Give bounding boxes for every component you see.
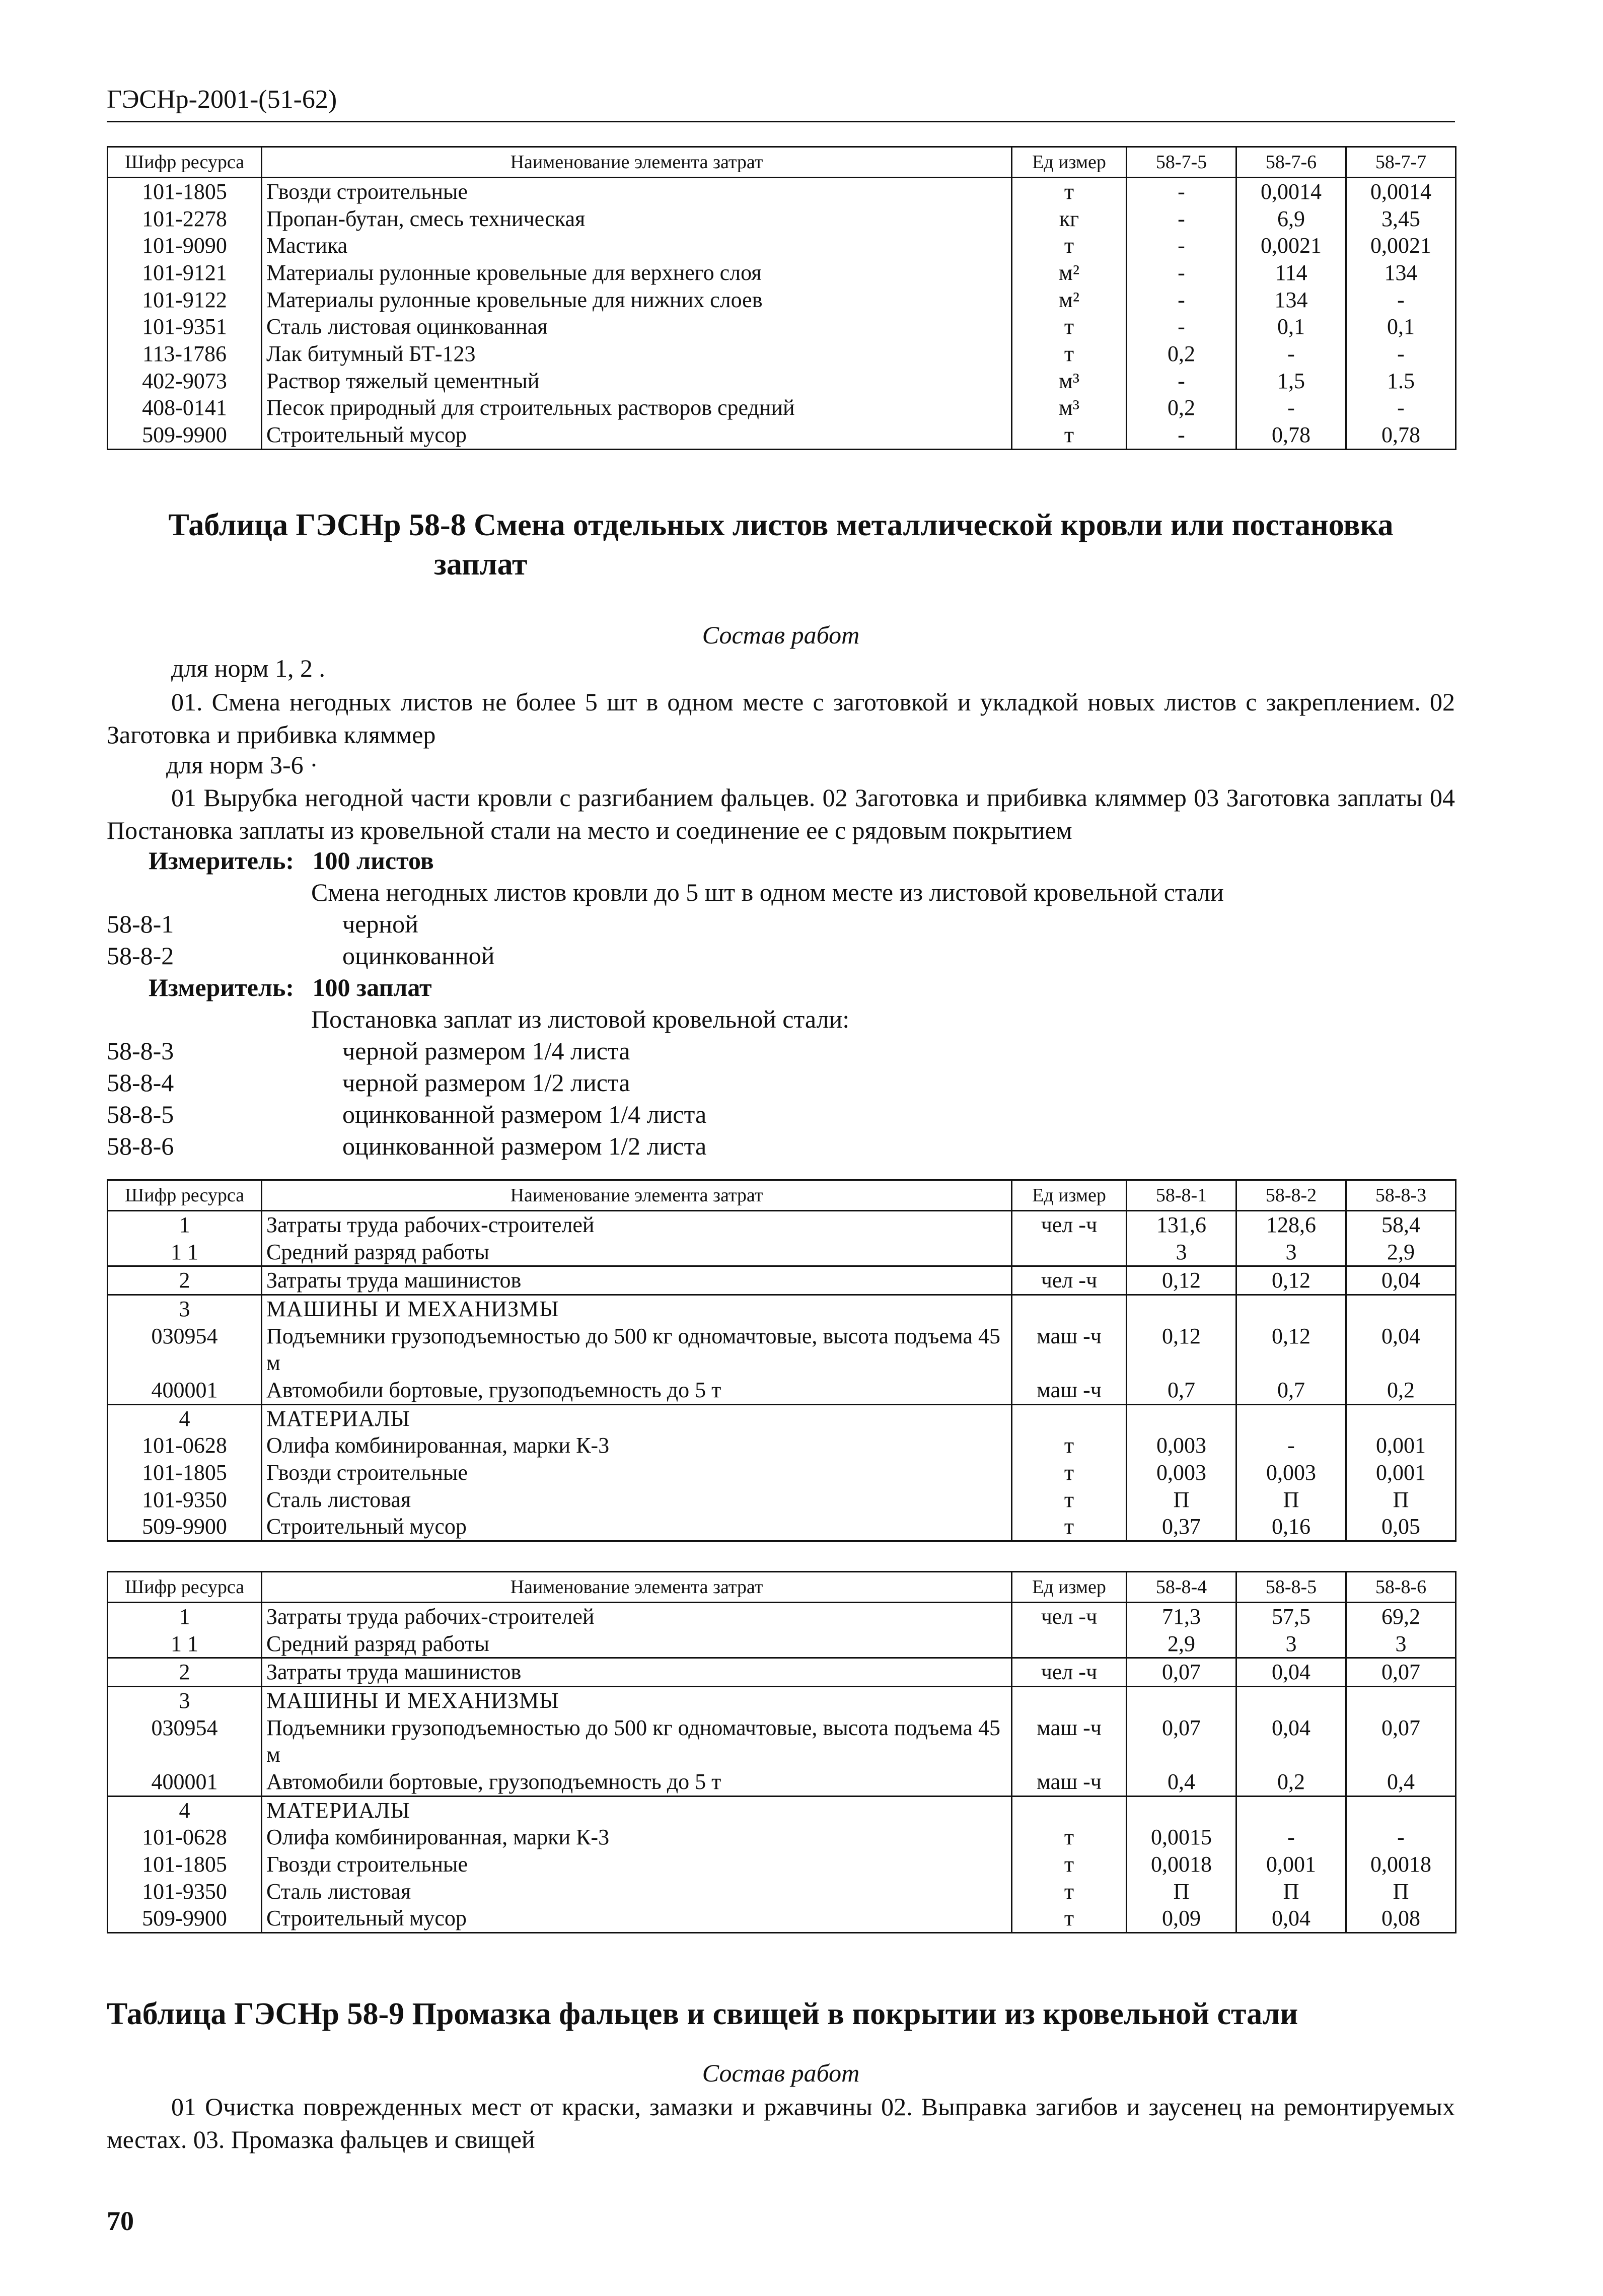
resource-code: 400001	[108, 1768, 262, 1796]
table-row	[108, 1603, 1456, 1630]
resource-name: Затраты труда рабочих-строителей	[262, 1603, 1012, 1630]
norm-value: 0,7	[1236, 1377, 1346, 1404]
norm-value: 0,0018	[1346, 1851, 1456, 1878]
resource-name: Строительный мусор	[262, 1513, 1012, 1541]
norm-value: 0,0021	[1236, 232, 1346, 259]
norm-value	[1127, 1295, 1236, 1323]
table-row	[108, 286, 1456, 314]
norm-value: 69,2	[1346, 1603, 1456, 1630]
resource-code: 101-2278	[108, 205, 262, 233]
norm-value: 1,5	[1236, 368, 1346, 395]
norm-value: 0,2	[1236, 1768, 1346, 1796]
resource-code: 408-0141	[108, 394, 262, 421]
table-58-8-title-line2: заплат	[434, 547, 528, 582]
resource-code: 1	[108, 1603, 262, 1630]
norm-value: 0,04	[1346, 1266, 1456, 1295]
resource-code: 030954	[108, 1323, 262, 1377]
norm-value	[1236, 1404, 1346, 1432]
norm-value	[1236, 1796, 1346, 1824]
table-row	[108, 1714, 1456, 1768]
col-norm-header: 58-8-5	[1236, 1572, 1346, 1603]
norm-value: П	[1346, 1486, 1456, 1514]
norm-text: черной размером 1/4 листа	[342, 1037, 630, 1065]
norm-value	[1127, 1796, 1236, 1824]
resource-name: Сталь листовая	[262, 1878, 1012, 1905]
norm-value: 0,0015	[1127, 1824, 1236, 1851]
norm-value: -	[1236, 394, 1346, 421]
resource-unit: т	[1012, 1486, 1127, 1514]
norm-value: 0,04	[1236, 1905, 1346, 1932]
resource-name: Затраты труда рабочих-строителей	[262, 1211, 1012, 1239]
work-composition-58-9: 01 Очистка поврежденных мест от краски, замазки и ржавчины 02. Выправка загибов и заусенец на ремонтируемых местах. 03. Промазка фальцев и свищей	[107, 2093, 1455, 2154]
resource-name: Подъемники грузоподъемностью до 500 кг одномачтовые, высота подъема 45 м	[262, 1323, 1012, 1377]
section-header: МАТЕРИАЛЫ	[262, 1796, 1012, 1824]
norm-value: 0,0014	[1346, 178, 1456, 205]
resource-name: Раствор тяжелый цементный	[262, 368, 1012, 395]
table-row	[108, 1768, 1456, 1796]
page-number: 70	[107, 2206, 134, 2236]
resource-code: 2	[108, 1266, 262, 1295]
col-norm-header: 58-7-6	[1236, 147, 1346, 178]
resource-unit: чел -ч	[1012, 1266, 1127, 1295]
norm-value: 134	[1346, 259, 1456, 286]
norm-value: 0,04	[1236, 1714, 1346, 1768]
resource-name: Затраты труда машинистов	[262, 1266, 1012, 1295]
resource-code: 101-1805	[108, 1459, 262, 1486]
resource-unit: маш -ч	[1012, 1768, 1127, 1796]
measure-label: Измеритель:	[149, 846, 295, 875]
col-unit-header: Ед измер	[1012, 1572, 1127, 1603]
table-row	[108, 1239, 1456, 1266]
table-header-row	[108, 1180, 1456, 1211]
resource-unit: м³	[1012, 394, 1127, 421]
resource-name: Подъемники грузоподъемностью до 500 кг одномачтовые, высота подъема 45 м	[262, 1714, 1012, 1768]
norm-value: 3,45	[1346, 205, 1456, 233]
measure-value: 100 листов	[312, 846, 434, 875]
resource-name: Песок природный для строительных растворов средний	[262, 394, 1012, 421]
resource-code: 2	[108, 1658, 262, 1687]
resource-code: 509-9900	[108, 1513, 262, 1541]
norm-value: 0,003	[1127, 1459, 1236, 1486]
norm-value	[1236, 1295, 1346, 1323]
resource-name: Автомобили бортовые, грузоподъемность до 5 т	[262, 1768, 1012, 1796]
norm-text: оцинкованной размером 1/4 листа	[342, 1100, 707, 1128]
norm-code: 58-8-6	[107, 1132, 174, 1160]
norm-value: 0,12	[1127, 1323, 1236, 1377]
norm-value: -	[1346, 286, 1456, 314]
table-row	[108, 205, 1456, 233]
table-row	[108, 1630, 1456, 1658]
table-row	[108, 232, 1456, 259]
resource-code: 101-1805	[108, 1851, 262, 1878]
resource-table-58-8-4-6	[107, 1571, 1456, 1933]
resource-unit: т	[1012, 1824, 1127, 1851]
resource-unit: кг	[1012, 205, 1127, 233]
table-header-row	[108, 1572, 1456, 1603]
table-row	[108, 1323, 1456, 1377]
table-row	[108, 1658, 1456, 1687]
resource-unit	[1012, 1687, 1127, 1714]
resource-unit: м²	[1012, 259, 1127, 286]
table-58-9-title: Таблица ГЭСНр 58-9 Промазка фальцев и свищей в покрытии из кровельной стали	[107, 1997, 1298, 2031]
norm-value: 0,09	[1127, 1905, 1236, 1932]
norm-value: 0,001	[1236, 1851, 1346, 1878]
norm-value	[1346, 1295, 1456, 1323]
norm-value: 3	[1236, 1630, 1346, 1658]
measure-value: 100 заплат	[312, 973, 432, 1001]
col-unit-header: Ед измер	[1012, 1180, 1127, 1211]
norm-value: 0,003	[1127, 1432, 1236, 1459]
resource-code: 3	[108, 1687, 262, 1714]
table-row	[108, 1486, 1456, 1514]
table-row	[108, 1905, 1456, 1932]
norm-value: 0,07	[1127, 1714, 1236, 1768]
header-rule	[107, 121, 1455, 122]
resource-code: 509-9900	[108, 421, 262, 449]
section-header: МАШИНЫ И МЕХАНИЗМЫ	[262, 1687, 1012, 1714]
norm-value: П	[1127, 1878, 1236, 1905]
norm-value: 0,07	[1127, 1658, 1236, 1687]
norm-value: 0,2	[1346, 1377, 1456, 1404]
resource-table-58-7	[107, 146, 1456, 450]
resource-name: Олифа комбинированная, марки К-3	[262, 1824, 1012, 1851]
norm-value: -	[1346, 340, 1456, 368]
norm-value: -	[1236, 340, 1346, 368]
resource-name: Затраты труда машинистов	[262, 1658, 1012, 1687]
table-row	[108, 1687, 1456, 1714]
resource-name: Материалы рулонные кровельные для нижних слоев	[262, 286, 1012, 314]
norm-value: -	[1127, 368, 1236, 395]
resource-code: 1	[108, 1211, 262, 1239]
col-norm-header: 58-8-3	[1346, 1180, 1456, 1211]
resource-unit: т	[1012, 1878, 1127, 1905]
norm-value: 114	[1236, 259, 1346, 286]
resource-code: 509-9900	[108, 1905, 262, 1932]
resource-unit: чел -ч	[1012, 1211, 1127, 1239]
resource-unit: т	[1012, 1459, 1127, 1486]
resource-code: 4	[108, 1404, 262, 1432]
table-row	[108, 1377, 1456, 1404]
resource-name: Строительный мусор	[262, 1905, 1012, 1932]
resource-table-58-8-1-3	[107, 1179, 1456, 1542]
resource-name: Олифа комбинированная, марки К-3	[262, 1432, 1012, 1459]
resource-name: Гвозди строительные	[262, 1851, 1012, 1878]
resource-name: Средний разряд работы	[262, 1239, 1012, 1266]
table-row	[108, 313, 1456, 340]
norm-value: 0,0021	[1346, 232, 1456, 259]
table-row	[108, 259, 1456, 286]
table-row	[108, 1878, 1456, 1905]
resource-code: 101-9121	[108, 259, 262, 286]
norm-value: П	[1127, 1486, 1236, 1514]
resource-code: 101-9350	[108, 1878, 262, 1905]
norm-value: 0,12	[1127, 1266, 1236, 1295]
table-58-8-title	[107, 506, 1455, 584]
norm-value: 0,37	[1127, 1513, 1236, 1541]
table-row	[108, 1432, 1456, 1459]
norm-value: -	[1346, 394, 1456, 421]
col-norm-header: 58-8-6	[1346, 1572, 1456, 1603]
norm-value: -	[1127, 178, 1236, 205]
norm-value: 3	[1236, 1239, 1346, 1266]
norm-value: 0,0018	[1127, 1851, 1236, 1878]
resource-code: 101-1805	[108, 178, 262, 205]
resource-code: 4	[108, 1796, 262, 1824]
resource-name: Мастика	[262, 232, 1012, 259]
page-header: ГЭСНр-2001-(51-62)	[107, 85, 337, 114]
resource-unit: т	[1012, 313, 1127, 340]
norm-code: 58-8-5	[107, 1100, 174, 1128]
norm-value: 0,12	[1236, 1323, 1346, 1377]
resource-code: 3	[108, 1295, 262, 1323]
col-norm-header: 58-8-2	[1236, 1180, 1346, 1211]
resource-name: Пропан-бутан, смесь техническая	[262, 205, 1012, 233]
resource-code: 101-9351	[108, 313, 262, 340]
norm-value: 134	[1236, 286, 1346, 314]
norm-value: -	[1127, 421, 1236, 449]
resource-name: Сталь листовая	[262, 1486, 1012, 1514]
norm-text: черной размером 1/2 листа	[342, 1068, 630, 1097]
norm-value: 3	[1346, 1630, 1456, 1658]
col-norm-header: 58-7-7	[1346, 147, 1456, 178]
norm-value: 2,9	[1127, 1630, 1236, 1658]
table-row	[108, 340, 1456, 368]
norm-value: -	[1346, 1824, 1456, 1851]
resource-unit	[1012, 1239, 1127, 1266]
resource-unit: т	[1012, 421, 1127, 449]
resource-name: Автомобили бортовые, грузоподъемность до 5 т	[262, 1377, 1012, 1404]
norm-value	[1236, 1687, 1346, 1714]
norm-value: 0,12	[1236, 1266, 1346, 1295]
section-header: МАТЕРИАЛЫ	[262, 1404, 1012, 1432]
col-norm-header: 58-7-5	[1127, 147, 1236, 178]
norm-value: 0,4	[1346, 1768, 1456, 1796]
table-row	[108, 1211, 1456, 1239]
norm-value: 0,7	[1127, 1377, 1236, 1404]
col-code-header: Шифр ресурса	[108, 1572, 262, 1603]
resource-unit: т	[1012, 232, 1127, 259]
norm-text: оцинкованной размером 1/2 листа	[342, 1132, 707, 1160]
norms-3-6-label: для норм 3-6 ·	[166, 751, 318, 779]
resource-unit: т	[1012, 1513, 1127, 1541]
norm-group-2-description: Постановка заплат из листовой кровельной стали:	[311, 1005, 850, 1033]
norm-value: -	[1236, 1824, 1346, 1851]
norm-value: -	[1127, 232, 1236, 259]
resource-unit: т	[1012, 1432, 1127, 1459]
table-row	[108, 1404, 1456, 1432]
resource-unit: маш -ч	[1012, 1714, 1127, 1768]
resource-unit: м²	[1012, 286, 1127, 314]
norm-value: 0,04	[1346, 1323, 1456, 1377]
norm-value: -	[1127, 205, 1236, 233]
norm-value	[1127, 1404, 1236, 1432]
norm-value: П	[1346, 1878, 1456, 1905]
norm-code: 58-8-1	[107, 910, 174, 938]
norm-value: П	[1236, 1878, 1346, 1905]
resource-name: Материалы рулонные кровельные для верхнего слоя	[262, 259, 1012, 286]
table-row	[108, 1824, 1456, 1851]
table-row	[108, 1513, 1456, 1541]
col-norm-header: 58-8-1	[1127, 1180, 1236, 1211]
resource-unit: т	[1012, 178, 1127, 205]
resource-code: 1 1	[108, 1630, 262, 1658]
norm-value: 0,05	[1346, 1513, 1456, 1541]
resource-code: 101-9122	[108, 286, 262, 314]
resource-code: 101-0628	[108, 1824, 262, 1851]
col-norm-header: 58-8-4	[1127, 1572, 1236, 1603]
col-code-header: Шифр ресурса	[108, 147, 262, 178]
resource-name: Средний разряд работы	[262, 1630, 1012, 1658]
table-row	[108, 1459, 1456, 1486]
norm-value: 0,78	[1346, 421, 1456, 449]
resource-unit: м³	[1012, 368, 1127, 395]
resource-code: 400001	[108, 1377, 262, 1404]
norm-value	[1346, 1687, 1456, 1714]
norm-value	[1346, 1404, 1456, 1432]
norm-value: 0,16	[1236, 1513, 1346, 1541]
norm-value: 0,07	[1346, 1658, 1456, 1687]
norm-code: 58-8-3	[107, 1037, 174, 1065]
table-row	[108, 1796, 1456, 1824]
norms-1-2-label: для норм 1, 2 .	[171, 654, 326, 682]
measure-2	[149, 973, 432, 1002]
section-header: МАШИНЫ И МЕХАНИЗМЫ	[262, 1295, 1012, 1323]
resource-unit	[1012, 1404, 1127, 1432]
norm-value: 6,9	[1236, 205, 1346, 233]
norm-code: 58-8-4	[107, 1068, 174, 1097]
resource-unit: чел -ч	[1012, 1658, 1127, 1687]
resource-unit	[1012, 1295, 1127, 1323]
resource-unit: т	[1012, 340, 1127, 368]
resource-code: 101-9090	[108, 232, 262, 259]
work-composition-title: Состав работ	[702, 621, 860, 649]
norm-value: 57,5	[1236, 1603, 1346, 1630]
norm-value: 0,2	[1127, 340, 1236, 368]
col-code-header: Шифр ресурса	[108, 1180, 262, 1211]
work-composition-1-2: 01. Смена негодных листов не более 5 шт в одном месте с заготовкой и укладкой новых листов с закреплением. 02 Заготовка и прибивка кляммер	[107, 688, 1455, 749]
norm-value: 0,78	[1236, 421, 1346, 449]
norm-value: 0,003	[1236, 1459, 1346, 1486]
resource-name: Лак битумный БТ-123	[262, 340, 1012, 368]
measure-1	[149, 846, 434, 875]
norm-value: 131,6	[1127, 1211, 1236, 1239]
table-row	[108, 1266, 1456, 1295]
table-row	[108, 421, 1456, 449]
table-row	[108, 394, 1456, 421]
work-composition-3-6: 01 Вырубка негодной части кровли с разгибанием фальцев. 02 Заготовка и прибивка кляммер 03 Заготовка заплаты 04 Постановка заплаты из кровельной стали на место и соединение ее с рядовым покрытием	[107, 783, 1455, 844]
resource-name: Сталь листовая оцинкованная	[262, 313, 1012, 340]
table-row	[108, 178, 1456, 205]
norm-value: 0,001	[1346, 1432, 1456, 1459]
norm-value	[1346, 1796, 1456, 1824]
norm-value: -	[1127, 286, 1236, 314]
norm-value: 0,4	[1127, 1768, 1236, 1796]
table-row	[108, 1851, 1456, 1878]
norm-code: 58-8-2	[107, 942, 174, 970]
norm-value: 71,3	[1127, 1603, 1236, 1630]
resource-unit: т	[1012, 1851, 1127, 1878]
resource-code: 030954	[108, 1714, 262, 1768]
norm-value: 0,0014	[1236, 178, 1346, 205]
table-58-8-title-line1: Таблица ГЭСНр 58-8 Смена отдельных листов металлической кровли или постановка	[168, 508, 1394, 542]
norm-value: 0,1	[1236, 313, 1346, 340]
norm-value: 58,4	[1346, 1211, 1456, 1239]
resource-unit	[1012, 1796, 1127, 1824]
norm-value: 0,04	[1236, 1658, 1346, 1687]
norm-value: 0,1	[1346, 313, 1456, 340]
norm-value: 1.5	[1346, 368, 1456, 395]
norm-value: 0,08	[1346, 1905, 1456, 1932]
norm-value: 2,9	[1346, 1239, 1456, 1266]
norm-value: 0,07	[1346, 1714, 1456, 1768]
norm-value: -	[1127, 313, 1236, 340]
resource-name: Гвозди строительные	[262, 1459, 1012, 1486]
norm-text: черной	[342, 910, 418, 938]
resource-name: Гвозди строительные	[262, 178, 1012, 205]
norm-group-1-description: Смена негодных листов кровли до 5 шт в одном месте из листовой кровельной стали	[311, 878, 1224, 906]
resource-unit: маш -ч	[1012, 1377, 1127, 1404]
norm-value	[1127, 1687, 1236, 1714]
col-name-header: Наименование элемента затрат	[262, 1180, 1012, 1211]
norm-value: -	[1127, 259, 1236, 286]
norm-text: оцинкованной	[342, 942, 495, 970]
col-name-header: Наименование элемента затрат	[262, 147, 1012, 178]
col-unit-header: Ед измер	[1012, 147, 1127, 178]
resource-code: 1 1	[108, 1239, 262, 1266]
measure-label: Измеритель:	[149, 973, 295, 1001]
table-header-row	[108, 147, 1456, 178]
resource-code: 101-9350	[108, 1486, 262, 1514]
col-name-header: Наименование элемента затрат	[262, 1572, 1012, 1603]
resource-name: Строительный мусор	[262, 421, 1012, 449]
norm-value: 128,6	[1236, 1211, 1346, 1239]
norm-value: 3	[1127, 1239, 1236, 1266]
norm-value: П	[1236, 1486, 1346, 1514]
work-composition-title: Состав работ	[702, 2059, 860, 2087]
norm-value: 0,001	[1346, 1459, 1456, 1486]
norm-value: -	[1236, 1432, 1346, 1459]
table-row	[108, 368, 1456, 395]
resource-code: 402-9073	[108, 368, 262, 395]
resource-unit: маш -ч	[1012, 1323, 1127, 1377]
resource-code: 101-0628	[108, 1432, 262, 1459]
table-row	[108, 1295, 1456, 1323]
resource-unit	[1012, 1630, 1127, 1658]
resource-code: 113-1786	[108, 340, 262, 368]
resource-unit: чел -ч	[1012, 1603, 1127, 1630]
norm-value: 0,2	[1127, 394, 1236, 421]
resource-unit: т	[1012, 1905, 1127, 1932]
